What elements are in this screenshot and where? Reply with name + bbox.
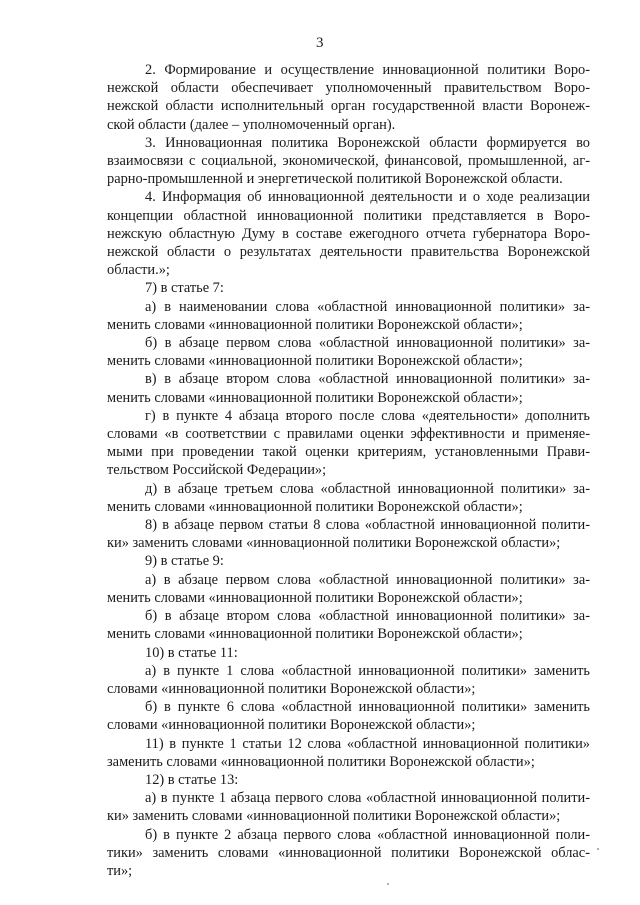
- text-line: концепции областной инновационной политики представляется в Воро-: [107, 207, 590, 224]
- text-line: менить словами «инновационной политики Воронежской области»;: [107, 589, 523, 606]
- text-line: 2. Формирование и осуществление инновационной политики Воро-: [145, 62, 590, 78]
- text-line: а) в пункте 1 слова «областной инновационной политики» заменить: [145, 662, 590, 679]
- page-number: 3: [316, 35, 324, 51]
- paragraph: [107, 735, 590, 771]
- text-line: менить словами «инновационной политики Воронежской области»;: [107, 389, 523, 406]
- paragraph: [107, 279, 590, 297]
- text-line: тельством Российской Федерации»;: [107, 462, 327, 479]
- paragraph: [107, 134, 590, 189]
- text-line: словами «инновационной политики Воронежской области»;: [107, 717, 476, 734]
- paragraph: [107, 698, 590, 734]
- text-line: словами «инновационной политики Воронежской области»;: [107, 680, 476, 697]
- paragraph: [107, 552, 590, 570]
- paragraph: [107, 662, 590, 698]
- text-line: а) в пункте 1 абзаца первого слова «областной инновационной полити-: [145, 790, 590, 807]
- text-line: нежской области исполнительный орган государственной власти Воронеж-: [107, 98, 590, 115]
- text-line: в) в абзаце втором слова «областной инновационной политики» за-: [145, 371, 590, 388]
- text-line: г) в пункте 4 абзаца второго после слова «деятельности» дополнить: [145, 407, 590, 424]
- text-line: б) в абзаце втором слова «областной инновационной политики» за-: [145, 608, 590, 625]
- paragraph: [107, 516, 590, 552]
- paragraph: [107, 826, 590, 881]
- paragraph: [107, 334, 590, 370]
- text-line: б) в пункте 2 абзаца первого слова «областной инновационной поли-: [145, 826, 590, 843]
- text-line: 11) в пункте 1 статьи 12 слова «областной инновационной политики»: [145, 735, 590, 752]
- text-line: заменить словами «инновационной политики Воронежской области»;: [107, 753, 535, 770]
- text-line: ти»;: [107, 862, 133, 879]
- text-line: менить словами «инновационной политики Воронежской области»;: [107, 316, 523, 333]
- text-line: а) в наименовании слова «областной инновационной политики» за-: [145, 298, 590, 315]
- text-line: 8) в абзаце первом статьи 8 слова «областной инновационной полити-: [145, 517, 590, 534]
- text-line: 7) в статье 7:: [145, 280, 224, 297]
- text-line: 9) в статье 9:: [145, 553, 224, 570]
- paragraph: [107, 644, 590, 662]
- scan-speck: [387, 883, 389, 885]
- text-line: а) в абзаце первом слова «областной инновационной политики» за-: [145, 571, 590, 588]
- document-body: [107, 61, 590, 880]
- paragraph: [107, 789, 590, 825]
- text-line: 10) в статье 11:: [145, 644, 238, 661]
- paragraph: [107, 61, 590, 134]
- text-line: взаимосвязи с социальной, экономической, финансовой, промышленной, аг-: [107, 153, 590, 170]
- text-line: тики» заменить словами «инновационной политики Воронежской облас-: [107, 844, 590, 861]
- text-line: 12) в статье 13:: [145, 771, 239, 788]
- paragraph: [107, 480, 590, 516]
- text-line: д) в абзаце третьем слова «областной инновационной политики» за-: [145, 480, 590, 497]
- text-line: менить словами «инновационной политики Воронежской области»;: [107, 626, 523, 643]
- text-line: ской области (далее – уполномоченный орган).: [107, 116, 396, 133]
- paragraph: [107, 298, 590, 334]
- text-line: рарно-промышленной и энергетической политикой Воронежской области.: [107, 171, 563, 188]
- text-line: нежскую областную Думу в составе ежегодного отчета губернатора Воро-: [107, 225, 590, 242]
- text-line: 4. Информация об инновационной деятельности и о ходе реализации: [145, 189, 590, 206]
- paragraph: [107, 188, 590, 279]
- text-line: б) в абзаце первом слова «областной инновационной политики» за-: [145, 335, 590, 352]
- text-line: словами «в соответствии с правилами оценки эффективности и применяе-: [107, 426, 590, 443]
- paragraph: [107, 407, 590, 480]
- scan-speck: [597, 848, 599, 850]
- paragraph: [107, 771, 590, 789]
- text-line: ки» заменить словами «инновационной политики Воронежской области»;: [107, 808, 561, 825]
- text-line: области.»;: [107, 262, 170, 279]
- text-line: менить словами «инновационной политики Воронежской области»;: [107, 353, 523, 370]
- paragraph: [107, 370, 590, 406]
- text-line: 3. Инновационная политика Воронежской области формируется во: [145, 134, 590, 151]
- text-line: нежской области обеспечивает уполномоченный правительством Воро-: [107, 80, 590, 97]
- paragraph: [107, 571, 590, 607]
- text-line: ки» заменить словами «инновационной политики Воронежской области»;: [107, 535, 561, 552]
- paragraph: [107, 607, 590, 643]
- text-line: б) в пункте 6 слова «областной инновационной политики» заменить: [145, 699, 590, 716]
- text-line: менить словами «инновационной политики Воронежской области»;: [107, 498, 523, 515]
- text-line: нежской области о результатах деятельности правительства Воронежской: [107, 244, 590, 261]
- text-line: мыми при проведении такой оценки критериям, установленными Прави-: [107, 444, 590, 461]
